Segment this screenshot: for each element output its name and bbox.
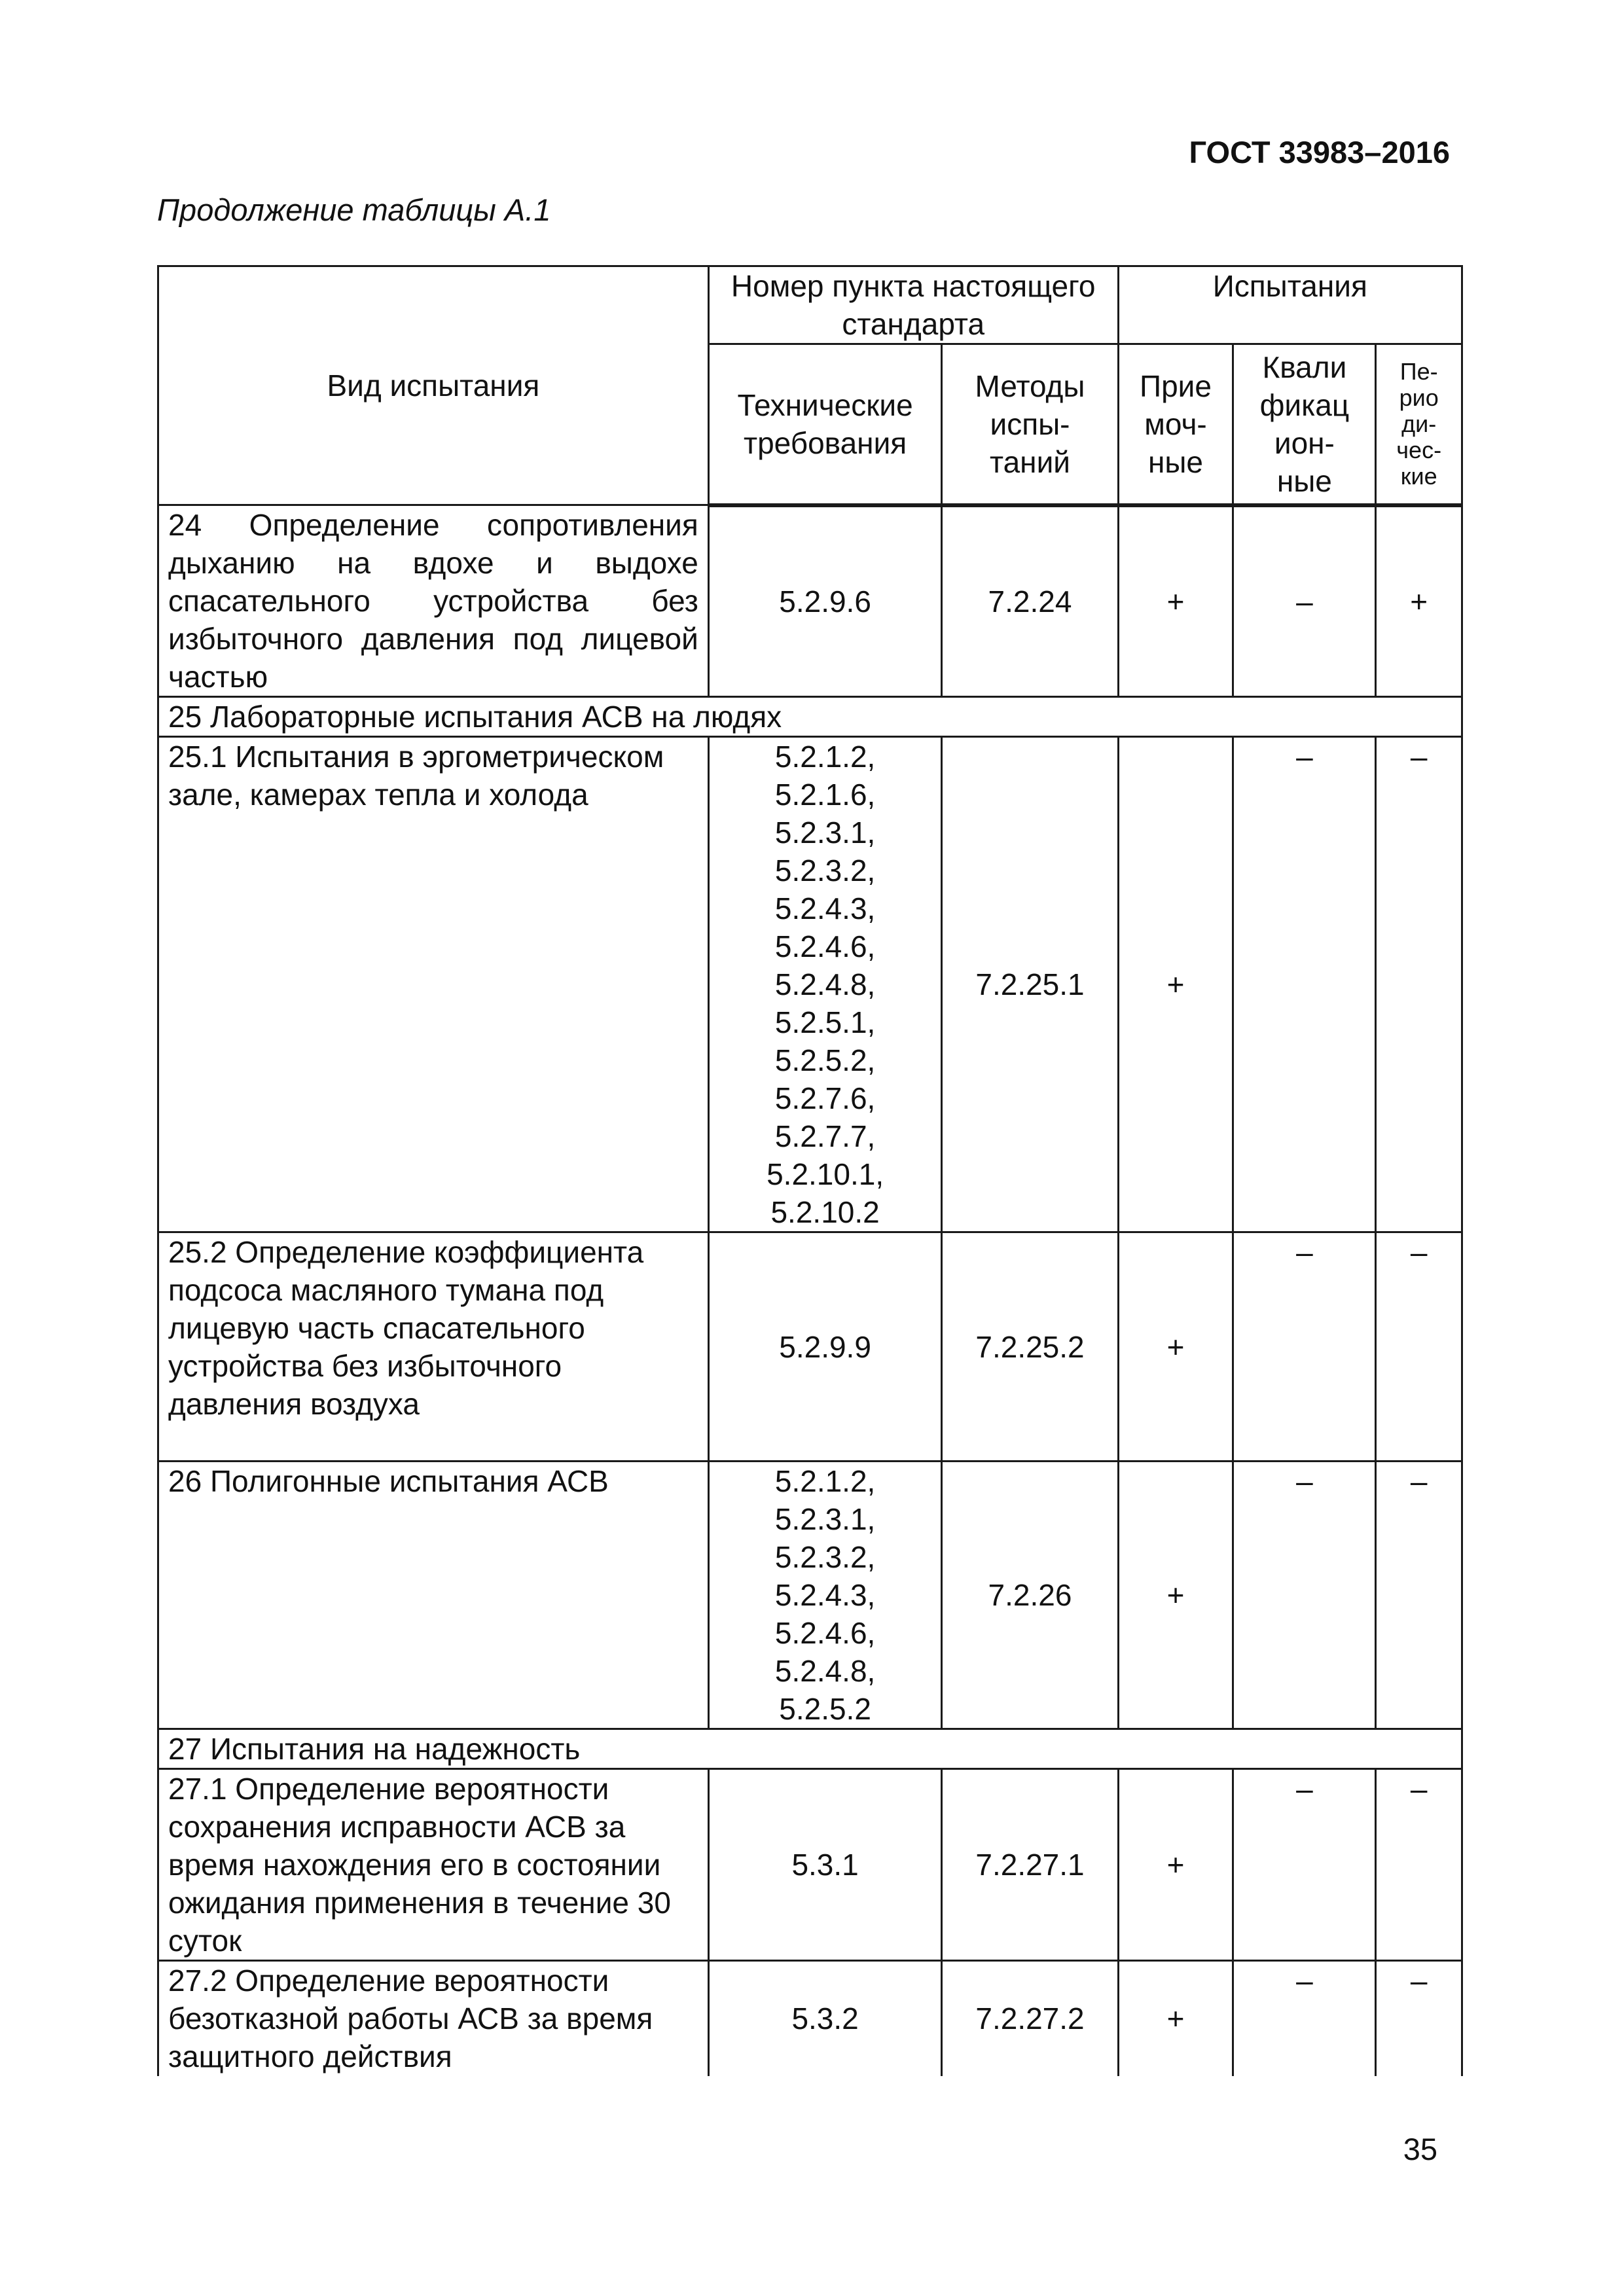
acceptance-mark: + <box>1118 505 1233 697</box>
periodic-mark: – <box>1376 737 1462 1232</box>
table-row <box>158 737 1462 1232</box>
section-heading: 25 Лабораторные испытания АСВ на людях <box>158 697 1462 737</box>
col-header-tech: Технические требования <box>708 344 942 505</box>
method: 7.2.25.1 <box>942 737 1118 1232</box>
acceptance-mark: + <box>1118 1961 1233 2076</box>
col-header-acceptance: Прие моч- ные <box>1118 344 1233 505</box>
qualification-mark: – <box>1233 1232 1376 1462</box>
col-header-qualification: Квали фикац ион- ные <box>1233 344 1376 505</box>
table-row <box>158 1769 1462 1961</box>
table-row <box>158 1232 1462 1462</box>
tech-req: 5.2.9.6 <box>708 505 942 697</box>
col-header-methods: Методы испы- таний <box>942 344 1118 505</box>
method: 7.2.27.2 <box>942 1961 1118 2076</box>
table-row <box>158 1729 1462 1769</box>
page-number: 35 <box>1403 2132 1437 2166</box>
row-name: 27.2 Определение вероятности безотказной работы АСВ за время защитного действия <box>158 1961 709 2076</box>
table-row <box>158 1462 1462 1729</box>
method: 7.2.25.2 <box>942 1232 1118 1462</box>
periodic-mark: + <box>1376 505 1462 697</box>
section-heading: 27 Испытания на надежность <box>158 1729 1462 1769</box>
acceptance-mark: + <box>1118 1232 1233 1462</box>
tech-req-list: 5.2.1.2, 5.2.3.1, 5.2.3.2, 5.2.4.3, 5.2.4.6, 5.2.4.8, 5.2.5.2 <box>708 1462 942 1729</box>
method: 7.2.24 <box>942 505 1118 697</box>
acceptance-mark: + <box>1118 1769 1233 1961</box>
periodic-mark: – <box>1376 1961 1462 2076</box>
tech-req: 5.3.1 <box>708 1769 942 1961</box>
row-name: 25.1 Испытания в эргометрическом зале, камерах тепла и холода <box>158 737 709 1232</box>
col-header-test-type: Вид испытания <box>158 266 709 505</box>
standard-number: ГОСТ 33983–2016 <box>1189 135 1450 170</box>
qualification-mark: – <box>1233 737 1376 1232</box>
periodic-mark: – <box>1376 1232 1462 1462</box>
table-row <box>158 1961 1462 2076</box>
method: 7.2.27.1 <box>942 1769 1118 1961</box>
table-row <box>158 697 1462 737</box>
method: 7.2.26 <box>942 1462 1118 1729</box>
periodic-mark: – <box>1376 1462 1462 1729</box>
acceptance-mark: + <box>1118 1462 1233 1729</box>
col-header-periodic: Пе- рио ди- чес- кие <box>1376 344 1462 505</box>
row-name: 25.2 Определение коэффициента подсоса масляного тумана под лицевую часть спасательного устройства без избыточного давления воздуха <box>158 1232 709 1462</box>
tech-req: 5.3.2 <box>708 1961 942 2076</box>
row-name: 24 Определение сопротивления дыханию на вдохе и выдохе спасательного устройства без избыточного давления под лицевой частью <box>158 505 709 697</box>
table-row <box>158 505 1462 697</box>
qualification-mark: – <box>1233 1961 1376 2076</box>
qualification-mark: – <box>1233 505 1376 697</box>
row-name: 27.1 Определение вероятности сохранения исправности АСВ за время нахождения его в состоянии ожидания применения в течение 30 суток <box>158 1769 709 1961</box>
test-table <box>157 265 1463 2076</box>
table-caption: Продолжение таблицы А.1 <box>157 192 551 227</box>
qualification-mark: – <box>1233 1462 1376 1729</box>
qualification-mark: – <box>1233 1769 1376 1961</box>
row-name: 26 Полигонные испытания АСВ <box>158 1462 709 1729</box>
col-group-tests: Испытания <box>1118 266 1462 344</box>
col-group-clause: Номер пункта настоящего стандарта <box>708 266 1118 344</box>
tech-req-list: 5.2.1.2, 5.2.1.6, 5.2.3.1, 5.2.3.2, 5.2.4.3, 5.2.4.6, 5.2.4.8, 5.2.5.1, 5.2.5.2, 5.2.7.6, 5.2.7.7, 5.2.10.1, 5.2.10.2 <box>708 737 942 1232</box>
tech-req: 5.2.9.9 <box>708 1232 942 1462</box>
periodic-mark: – <box>1376 1769 1462 1961</box>
acceptance-mark: + <box>1118 737 1233 1232</box>
